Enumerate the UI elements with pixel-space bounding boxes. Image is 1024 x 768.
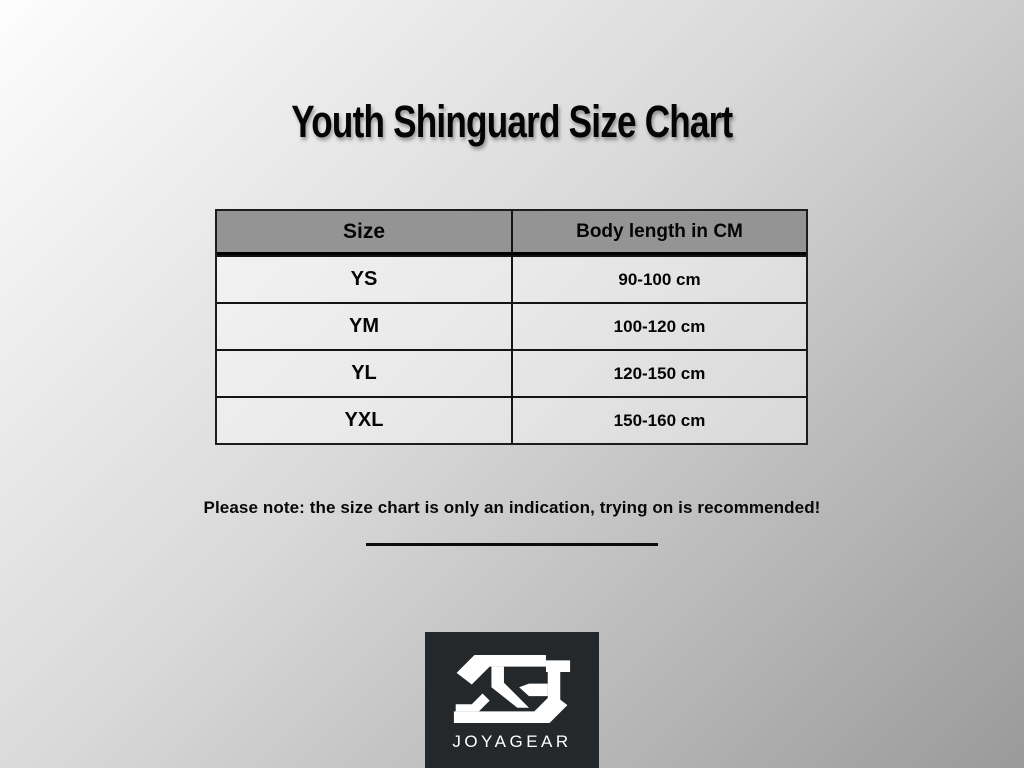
body-length-cell: 100-120 cm	[613, 316, 706, 336]
brand-wordmark: JOYAGEAR	[452, 732, 572, 751]
body-length-cell: 120-150 cm	[613, 363, 706, 383]
body-length-cell: 90-100 cm	[618, 269, 701, 289]
size-cell: YL	[217, 351, 513, 396]
size-cell: YS	[217, 257, 513, 302]
size-note: Please note: the size chart is only an indication, trying on is recommended!	[203, 498, 821, 517]
table-header-row	[217, 211, 806, 255]
size-cell: YXL	[217, 398, 513, 443]
table-row	[217, 396, 806, 443]
table-row	[217, 255, 806, 302]
size-cell: YM	[217, 304, 513, 349]
page-title	[0, 96, 1024, 148]
jg-monogram-icon	[442, 647, 582, 731]
table-row	[217, 302, 806, 349]
body-length-cell: 150-160 cm	[613, 410, 706, 430]
table-header-size: Size	[217, 211, 513, 252]
divider-line	[366, 543, 658, 546]
brand-logo	[425, 632, 599, 768]
page-title-text: Youth Shinguard Size Chart	[291, 96, 733, 147]
size-chart-table	[215, 209, 808, 445]
table-row	[217, 349, 806, 396]
table-header-body-length: Body length in CM	[576, 220, 743, 242]
